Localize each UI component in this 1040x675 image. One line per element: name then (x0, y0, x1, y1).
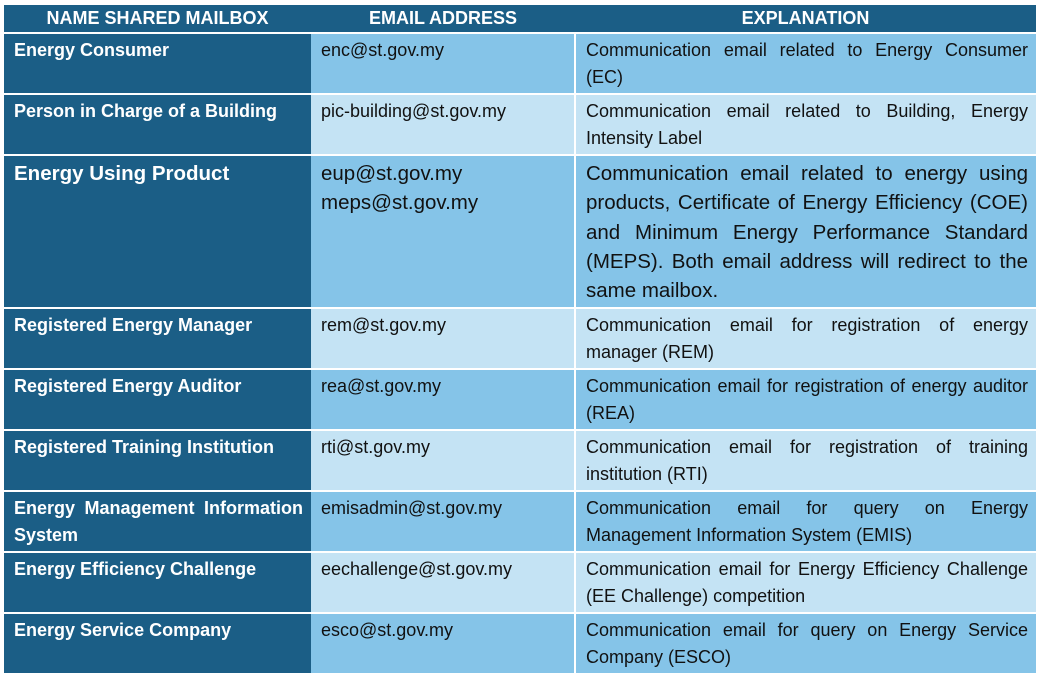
email-address-cell (311, 94, 575, 155)
table-row (4, 33, 1036, 94)
explanation-text: Communication email for query on Energy Management Information System (EMIS) (575, 491, 1036, 552)
mailbox-name: Registered Energy Manager (4, 308, 311, 369)
header-email-address: EMAIL ADDRESS (311, 5, 575, 33)
table-row (4, 308, 1036, 369)
table-row (4, 430, 1036, 491)
email-address-cell (311, 369, 575, 430)
table-row (4, 155, 1036, 308)
explanation-text: Communication email related to energy using products, Certificate of Energy Efficiency (COE) and Minimum Energy Performance Standard (MEPS). Both email address will redirect to the same mailbox. (575, 155, 1036, 308)
email-address[interactable]: enc@st.gov.my (321, 40, 444, 60)
email-address-cell (311, 155, 575, 308)
mailbox-name: Energy Management Information System (4, 491, 311, 552)
mailbox-name: Registered Training Institution (4, 430, 311, 491)
email-address-cell (311, 552, 575, 613)
email-address[interactable]: rti@st.gov.my (321, 437, 430, 458)
email-address-cell (311, 613, 575, 674)
table-header-row (4, 5, 1036, 33)
table-row (4, 94, 1036, 155)
email-address-cell (311, 491, 575, 552)
email-address[interactable]: meps@st.gov.my (321, 191, 479, 215)
shared-mailbox-table (4, 5, 1036, 675)
explanation-text: Communication email related to Building, Energy Intensity Label (575, 94, 1036, 155)
mailbox-name: Energy Service Company (4, 613, 311, 674)
email-address-cell (311, 430, 575, 491)
table-row (4, 491, 1036, 552)
header-explanation: EXPLANATION (575, 5, 1036, 33)
email-address[interactable]: emisadmin@st.gov.my (321, 498, 502, 519)
table-row (4, 613, 1036, 674)
email-address[interactable]: eechallenge@st.gov.my (321, 559, 513, 580)
table-row (4, 369, 1036, 430)
mailbox-name: Energy Efficiency Challenge (4, 552, 311, 613)
explanation-text: Communication email for registration of energy auditor (REA) (575, 369, 1036, 430)
email-address-cell (311, 308, 575, 369)
email-address[interactable]: rem@st.gov.my (321, 315, 446, 336)
email-address[interactable]: pic-building@st.gov.my (321, 101, 507, 121)
table-row (4, 552, 1036, 613)
mailbox-name: Energy Using Product (4, 155, 311, 308)
email-address-cell (311, 33, 575, 94)
email-address[interactable]: rea@st.gov.my (321, 376, 441, 397)
explanation-text: Communication email related to Energy Consumer (EC) (575, 33, 1036, 94)
email-address[interactable]: esco@st.gov.my (321, 620, 453, 641)
explanation-text: Communication email for Energy Efficiency Challenge (EE Challenge) competition (575, 552, 1036, 613)
mailbox-name: Person in Charge of a Building (4, 94, 311, 155)
explanation-text: Communication email for registration of energy manager (REM) (575, 308, 1036, 369)
explanation-text: Communication email for query on Energy Service Company (ESCO) (575, 613, 1036, 674)
mailbox-name: Registered Energy Auditor (4, 369, 311, 430)
mailbox-name: Energy Consumer (4, 33, 311, 94)
email-address[interactable]: eup@st.gov.my (321, 162, 463, 185)
explanation-text: Communication email for registration of training institution (RTI) (575, 430, 1036, 491)
header-name-shared-mailbox: NAME SHARED MAILBOX (4, 5, 311, 33)
